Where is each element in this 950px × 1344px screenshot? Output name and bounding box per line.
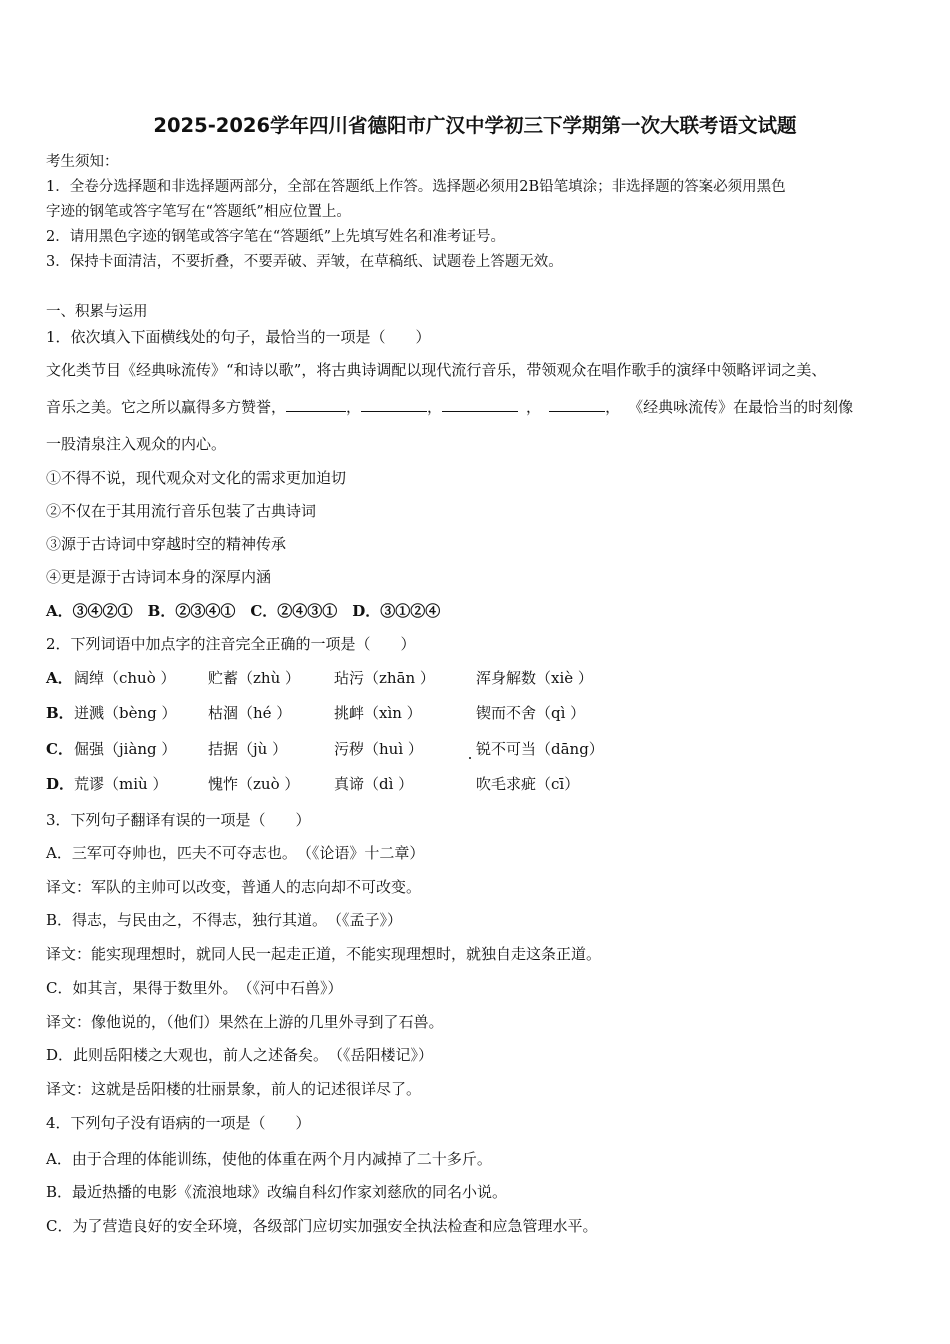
q3-option-b-translation: 译文：能实现理想时，就同人民一起走正道，不能实现理想时，就独自走这条正道。 (46, 945, 602, 963)
q3-stem: 3．下列句子翻译有误的一项是（ ） (46, 811, 311, 829)
fill-blank-4[interactable] (549, 397, 605, 412)
q2-row-c-word-1: 倔强（jiàng ） (74, 740, 177, 758)
q1-sentence-1: ①不得不说，现代观众对文化的需求更加迫切 (46, 469, 347, 487)
comma: ， (526, 398, 542, 416)
page-title: 2025-2026学年四川省德阳市广汉中学初三下学期第一次大联考语文试题 (153, 114, 797, 137)
q2-row-a-word-1: 阔绰（chuò ） (74, 669, 176, 687)
q1-passage-text-b: 《经典咏流传》在最恰当的时刻像 (628, 398, 854, 416)
notice-item-3: 3．保持卡面清洁，不要折叠，不要弄破、弄皱，在草稿纸、试题卷上答题无效。 (46, 254, 563, 270)
q1-sentence-2: ②不仅在于其用流行音乐包装了古典诗词 (46, 502, 317, 520)
q1-sentence-3: ③源于古诗词中穿越时空的精神传承 (46, 535, 287, 553)
q1-passage-line-3: 一股清泉注入观众的内心。 (46, 435, 227, 453)
q2-row-c-label: C． (46, 740, 73, 758)
notice-heading: 考生须知： (46, 154, 119, 170)
q2-row-c-word-3: 污秽（huì ） (334, 740, 423, 758)
q2-row-d-word-2: 愧怍（zuò ） (208, 775, 300, 793)
q2-row-b-word-4: 锲而不舍（qì ） (476, 704, 586, 722)
q3-option-a-translation: 译文：军队的主帅可以改变，普通人的志向却不可改变。 (46, 878, 422, 896)
q2-row-b-word-1: 迸溅（bèng ） (74, 704, 177, 722)
q2-row-d-word-1: 荒谬（miù ） (74, 775, 168, 793)
q2-row-d-word-3: 真谛（dì ） (334, 775, 414, 793)
q2-row-b-word-2: 枯涸（hé ） (208, 704, 292, 722)
q4-stem: 4．下列句子没有语病的一项是（ ） (46, 1114, 311, 1132)
q2-row-d-word-4: 吹毛求疵（cī） (476, 775, 580, 793)
notice-item-1b: 字迹的钢笔或答字笔写在“答题纸”相应位置上。 (46, 204, 351, 220)
q3-option-d: D．此则岳阳楼之大观也，前人之述备矣。 （《岳阳楼记》） (46, 1046, 434, 1064)
q4-option-a: A．由于合理的体能训练，使他的体重在两个月内减掉了二十多斤。 (46, 1150, 492, 1168)
section-heading: 一、积累与运用 (46, 304, 148, 320)
q1-stem: 1．依次填入下面横线处的句子，最恰当的一项是（ ） (46, 328, 431, 346)
q2-row-a-word-2: 贮蓄（zhù ） (208, 669, 300, 687)
q1-passage-line-1: 文化类节目《经典咏流传》“和诗以歌”，将古典诗调配以现代流行音乐，带领观众在唱作歌手的演绎中领略评词之美、 (46, 361, 827, 379)
q3-option-d-translation: 译文：这就是岳阳楼的壮丽景象，前人的记述很详尽了。 (46, 1080, 422, 1098)
q2-row-d-label: D． (46, 775, 75, 793)
q2-row-a-word-3: 玷污（zhān ） (334, 669, 435, 687)
comma: ， (427, 398, 443, 416)
q4-option-b: B．最近热播的电影《流浪地球》改编自科幻作家刘慈欣的同名小说。 (46, 1183, 508, 1201)
q3-option-b: B．得志，与民由之，不得志，独行其道。 （《孟子》） (46, 911, 403, 929)
q1-sentence-4: ④更是源于古诗词本身的深厚内涵 (46, 568, 272, 586)
q3-option-a: A．三军可夺帅也，匹夫不可夺志也。 （《论语》十二章） (46, 844, 425, 862)
q2-row-b-label: B． (46, 704, 74, 722)
notice-item-1a: 1．全卷分选择题和非选择题两部分，全部在答题纸上作答。选择题必须用2B铅笔填涂；非选择题的答案必须用黑色 (46, 179, 786, 195)
q1-passage-text-a: 音乐之美。它之所以赢得多方赞誉， (46, 398, 287, 416)
q1-options: A．③④②① B．②③④① C．②④③① D．③①②④ (46, 602, 441, 620)
q2-row-a-label: A． (46, 669, 73, 687)
q2-row-b-word-3: 挑衅（xìn ） (334, 704, 422, 722)
q2-row-a-word-4: 浑身解数（xiè ） (476, 669, 593, 687)
fill-blank-3[interactable] (442, 397, 518, 412)
q2-row-c-word-4: 锐不可当（dāng） (476, 740, 604, 758)
emphasis-dot (469, 757, 471, 759)
q2-stem: 2．下列词语中加点字的注音完全正确的一项是（ ） (46, 635, 416, 653)
fill-blank-1[interactable] (286, 397, 346, 412)
comma: ， (346, 398, 362, 416)
q2-row-c-word-2: 拮据（jù ） (208, 740, 288, 758)
q1-passage-line-2 (46, 397, 853, 417)
q4-option-c: C．为了营造良好的安全环境，各级部门应切实加强安全执法检查和应急管理水平。 (46, 1217, 598, 1235)
comma: ， (605, 398, 621, 416)
notice-item-2: 2．请用黑色字迹的钢笔或答字笔在“答题纸”上先填写姓名和准考证号。 (46, 229, 506, 245)
fill-blank-2[interactable] (361, 397, 427, 412)
q3-option-c-translation: 译文：像他说的，（他们）果然在上游的几里外寻到了石兽。 (46, 1013, 444, 1031)
q3-option-c: C．如其言，果得于数里外。 （《河中石兽》） (46, 979, 343, 997)
